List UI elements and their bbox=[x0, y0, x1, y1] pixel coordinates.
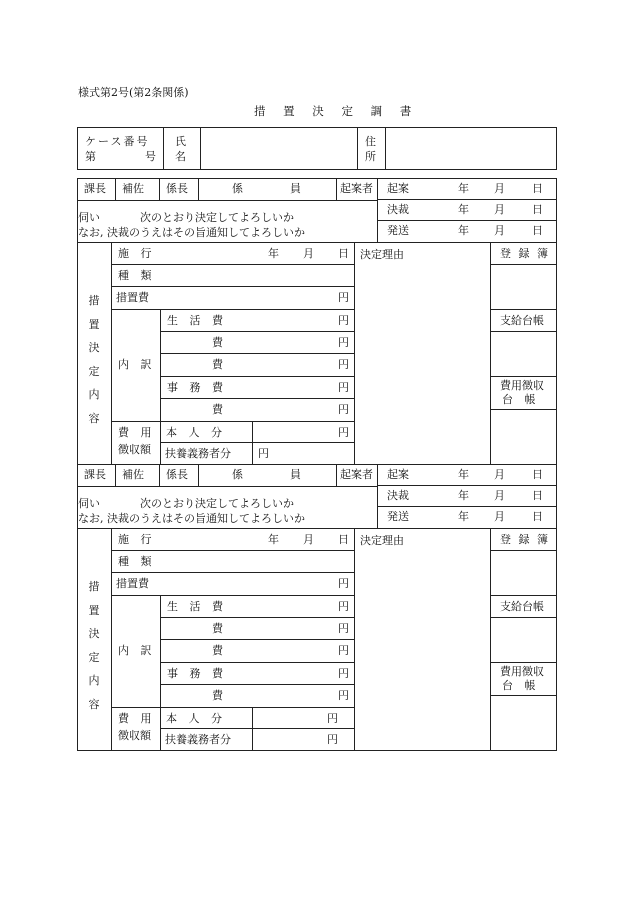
kian-sha-label: 起案者 bbox=[340, 182, 373, 195]
name-label-bottom: 名 bbox=[175, 150, 186, 163]
yen-label: 円 bbox=[338, 358, 349, 371]
yen-label: 円 bbox=[338, 426, 349, 439]
day-label: 日 bbox=[532, 203, 543, 216]
day-label: 日 bbox=[338, 533, 349, 546]
side-char: 措 bbox=[88, 580, 100, 593]
yen-label: 円 bbox=[338, 291, 349, 304]
hasso-label: 発送 bbox=[387, 224, 409, 237]
month-label: 月 bbox=[494, 182, 505, 195]
yen-label: 円 bbox=[327, 733, 338, 746]
year-label: 年 bbox=[268, 247, 279, 260]
kian-label: 起案 bbox=[387, 182, 409, 195]
year-label: 年 bbox=[458, 489, 469, 502]
month-label: 月 bbox=[494, 203, 505, 216]
in-label: 員 bbox=[290, 468, 301, 481]
inquiry-text: 次のとおり決定してよろしいか bbox=[140, 211, 294, 224]
side-char: 容 bbox=[88, 698, 100, 711]
side-char: 定 bbox=[88, 365, 100, 378]
shikyu-daicho-label: 支給台帳 bbox=[500, 314, 544, 327]
honnin-bun-label: 本 人 分 bbox=[166, 426, 226, 439]
toroku-bo-label: 登 録 簿 bbox=[500, 533, 550, 546]
jimuhi-label: 事 務 費 bbox=[167, 667, 227, 680]
shiko-label: 施 行 bbox=[118, 247, 156, 260]
hiyo-chosyu-label-top: 費 用 bbox=[118, 712, 156, 725]
side-char: 容 bbox=[88, 412, 100, 425]
inquiry-label: 伺い bbox=[78, 211, 100, 224]
shikyu-daicho-label: 支給台帳 bbox=[500, 600, 544, 613]
hiyo-chosyu-daicho-label-top: 費用徴収 bbox=[500, 665, 544, 678]
yen-label: 円 bbox=[338, 336, 349, 349]
kakaricho-label: 係長 bbox=[166, 468, 188, 481]
honnin-bun-label: 本 人 分 bbox=[166, 712, 226, 725]
month-label: 月 bbox=[303, 533, 314, 546]
hosa-label: 補佐 bbox=[122, 182, 144, 195]
fuyo-gimusha-label: 扶養義務者分 bbox=[165, 447, 231, 460]
seikatsuhi-label: 生 活 費 bbox=[167, 600, 227, 613]
side-char: 置 bbox=[88, 318, 100, 331]
address-label-top: 住 bbox=[365, 135, 376, 148]
sochihi-label: 措置費 bbox=[116, 577, 149, 590]
month-label: 月 bbox=[303, 247, 314, 260]
hi-label: 費 bbox=[212, 689, 223, 702]
year-label: 年 bbox=[458, 468, 469, 481]
yen-label: 円 bbox=[258, 447, 269, 460]
side-char: 決 bbox=[88, 627, 100, 640]
hiyo-chosyu-daicho-label-bottom: 台 帳 bbox=[502, 679, 540, 692]
hiyo-chosyu-label-bottom: 徴収額 bbox=[118, 729, 151, 742]
hiyo-chosyu-daicho-label-top: 費用徴収 bbox=[500, 379, 544, 392]
hi-label: 費 bbox=[212, 336, 223, 349]
hi-label: 費 bbox=[212, 403, 223, 416]
yen-label: 円 bbox=[338, 689, 349, 702]
day-label: 日 bbox=[532, 182, 543, 195]
side-char: 置 bbox=[88, 604, 100, 617]
hiyo-chosyu-daicho-label-bottom: 台 帳 bbox=[502, 393, 540, 406]
reason-label: 決定理由 bbox=[360, 248, 404, 261]
side-char: 措 bbox=[88, 294, 100, 307]
yen-label: 円 bbox=[327, 712, 338, 725]
inquiry-notice: なお, 決裁のうえはその旨通知してよろしいか bbox=[78, 512, 305, 525]
year-label: 年 bbox=[458, 203, 469, 216]
kessai-label: 決裁 bbox=[387, 489, 409, 502]
yen-label: 円 bbox=[338, 644, 349, 657]
day-label: 日 bbox=[338, 247, 349, 260]
uchiwake-label: 内 訳 bbox=[118, 644, 156, 657]
side-char: 内 bbox=[88, 674, 100, 687]
shiko-label: 施 行 bbox=[118, 533, 156, 546]
kacho-label: 課長 bbox=[84, 182, 106, 195]
kakari-label: 係 bbox=[232, 182, 243, 195]
side-char: 定 bbox=[88, 651, 100, 664]
inquiry-text: 次のとおり決定してよろしいか bbox=[140, 497, 294, 510]
month-label: 月 bbox=[494, 489, 505, 502]
yen-label: 円 bbox=[338, 314, 349, 327]
toroku-bo-label: 登 録 簿 bbox=[500, 247, 550, 260]
reason-label: 決定理由 bbox=[360, 534, 404, 547]
kian-sha-label: 起案者 bbox=[340, 468, 373, 481]
side-char: 決 bbox=[88, 341, 100, 354]
month-label: 月 bbox=[494, 468, 505, 481]
uchiwake-label: 内 訳 bbox=[118, 358, 156, 371]
hiyo-chosyu-label-bottom: 徴収額 bbox=[118, 443, 151, 456]
day-label: 日 bbox=[532, 489, 543, 502]
in-label: 員 bbox=[290, 182, 301, 195]
page-title: 措 置 決 定 調 書 bbox=[254, 104, 419, 118]
case-number-prefix: 第 bbox=[85, 150, 96, 163]
hasso-label: 発送 bbox=[387, 510, 409, 523]
hi-label: 費 bbox=[212, 644, 223, 657]
side-char: 内 bbox=[88, 388, 100, 401]
year-label: 年 bbox=[458, 224, 469, 237]
kakaricho-label: 係長 bbox=[166, 182, 188, 195]
name-label-top: 氏 bbox=[175, 135, 186, 148]
kakari-label: 係 bbox=[232, 468, 243, 481]
month-label: 月 bbox=[494, 510, 505, 523]
inquiry-notice: なお, 決裁のうえはその旨通知してよろしいか bbox=[78, 226, 305, 239]
yen-label: 円 bbox=[338, 403, 349, 416]
shurui-label: 種 類 bbox=[118, 269, 156, 282]
yen-label: 円 bbox=[338, 622, 349, 635]
hi-label: 費 bbox=[212, 358, 223, 371]
fuyo-gimusha-label: 扶養義務者分 bbox=[165, 733, 231, 746]
hosa-label: 補佐 bbox=[122, 468, 144, 481]
yen-label: 円 bbox=[338, 381, 349, 394]
day-label: 日 bbox=[532, 468, 543, 481]
hiyo-chosyu-label-top: 費 用 bbox=[118, 426, 156, 439]
day-label: 日 bbox=[532, 224, 543, 237]
yen-label: 円 bbox=[338, 577, 349, 590]
inquiry-label: 伺い bbox=[78, 497, 100, 510]
sochihi-label: 措置費 bbox=[116, 291, 149, 304]
kian-label: 起案 bbox=[387, 468, 409, 481]
case-number-suffix: 号 bbox=[145, 150, 156, 163]
month-label: 月 bbox=[494, 224, 505, 237]
day-label: 日 bbox=[532, 510, 543, 523]
hi-label: 費 bbox=[212, 622, 223, 635]
kacho-label: 課長 bbox=[84, 468, 106, 481]
jimuhi-label: 事 務 費 bbox=[167, 381, 227, 394]
address-label-bottom: 所 bbox=[365, 150, 376, 163]
shurui-label: 種 類 bbox=[118, 555, 156, 568]
year-label: 年 bbox=[458, 510, 469, 523]
seikatsuhi-label: 生 活 費 bbox=[167, 314, 227, 327]
yen-label: 円 bbox=[338, 667, 349, 680]
yen-label: 円 bbox=[338, 600, 349, 613]
year-label: 年 bbox=[458, 182, 469, 195]
form-id: 様式第2号(第2条関係) bbox=[78, 86, 189, 99]
kessai-label: 決裁 bbox=[387, 203, 409, 216]
year-label: 年 bbox=[268, 533, 279, 546]
case-number-label: ケース番号 bbox=[85, 135, 150, 148]
